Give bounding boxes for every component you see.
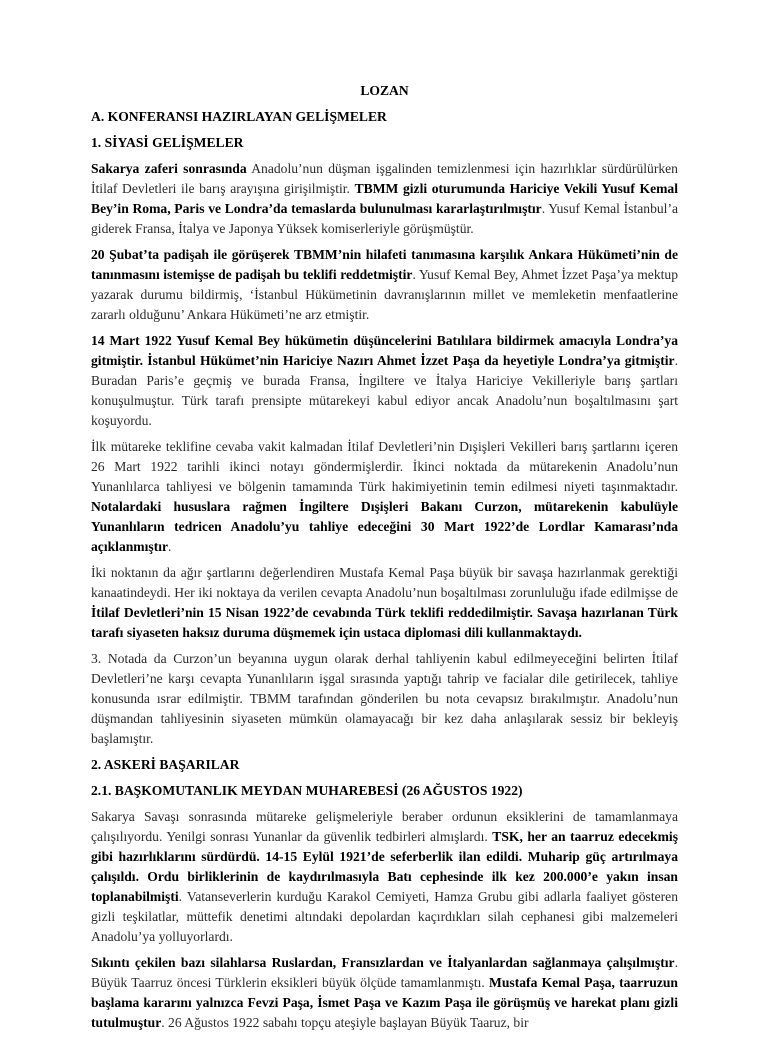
text-run: . 26 Ağustos 1922 sabahı topçu ateşiyle başlayan Büyük Taaruz, bir	[161, 1015, 529, 1030]
text-run: Sakarya Savaşı sonrasında mütareke gelişmeleriyle beraber ordunun eksiklerini de tamamlanmaya çalışılıyordu. Yenilgi sonrası Yunanlar da güvenlik tedbirleri almışlardı.	[91, 809, 678, 844]
section-heading: 2.1. BAŞKOMUTANLIK MEYDAN MUHAREBESİ (26 AĞUSTOS 1922)	[91, 783, 523, 798]
bold-text-run: Notalardaki hususlara rağmen İngiltere Dışişleri Bakanı Curzon, mütarekenin kabulüyle Yunanlıların tedricen Anadolu’yu tahliye edeceğini 30 Mart 1922’de Lordlar Kamarası’nda açıklanmıştır	[91, 499, 678, 554]
section-heading: 1. SİYASİ GELİŞMELER	[91, 135, 244, 150]
text-run: . Buradan Paris’e geçmiş ve burada Fransa, İngiltere ve İtalya Hariciye Vekilleriyle barış şartları konuşulmuştur. Türk tarafı prensipte mütarekeyi kabul ediyor ancak Anadolu’nun boşaltılmasını şart koşuyordu.	[91, 353, 678, 428]
bold-text-run: 20 Şubat’ta padişah ile görüşerek TBMM’nin hilafeti tanımasına karşılık Ankara Hükümeti’nin de tanınmasını istemişse de padişah bu teklifi reddetmiştir	[91, 247, 678, 282]
document-title: LOZAN	[360, 83, 409, 98]
bold-text-run: Sakarya zaferi sonrasında	[91, 161, 247, 176]
paragraph	[91, 159, 678, 239]
text-run: İlk mütareke teklifine cevaba vakit kalmadan İtilaf Devletleri’nin Dışişleri Vekilleri barış şartlarını içeren 26 Mart 1922 tarihli ikinci notayı göndermişlerdir. İkinci noktada da mütarekenin Anadolu’nun Yunanlılarca tahliyesi ve bölgenin tamamında Türk hakimiyetinin temin edilmesi niyeti taşınmaktadır.	[91, 439, 678, 494]
paragraph	[91, 807, 678, 947]
text-run: . Yusuf Kemal İstanbul’a giderek Fransa, İtalya ve Japonya Yüksek komiserleriyle görüşmüştür.	[91, 201, 679, 236]
bold-text-run: Mustafa Kemal Paşa, taarruzun başlama kararını yalnızca Fevzi Paşa, İsmet Paşa ve Kazım Paşa ile görüşmüş ve harekat planı gizli tutulmuştur	[91, 975, 678, 1030]
paragraph	[91, 245, 678, 325]
bold-text-run: TSK, her an taarruz edecekmiş gibi hazırlıklarını sürdürdü. 14-15 Eylül 1921’de seferberlik ilan edildi. Muharip güç artırılmaya çalışıldı. Ordu birliklerinin de kaydırılmasıyla Batı cephesinde ilk kez 200.000’e yakın insan toplanabilmişti	[91, 829, 678, 904]
bold-text-run: İtilaf Devletleri’nin 15 Nisan 1922’de cevabında Türk teklifi reddedilmiştir. Savaşa hazırlanan Türk tarafı siyaseten haksız duruma düşmemek için ustaca diplomasi dili kullanmaktaydı.	[91, 605, 678, 640]
text-run: Anadolu’nun düşman işgalinden temizlenmesi için hazırlıklar sürdürülürken İtilaf Devletleri ile barış arayışına girişilmiştir.	[91, 161, 678, 196]
paragraph	[91, 563, 678, 643]
section-heading: 2. ASKERİ BAŞARILAR	[91, 757, 240, 772]
section-heading: A. KONFERANSI HAZIRLAYAN GELİŞMELER	[91, 109, 387, 124]
document-page	[91, 81, 678, 1039]
paragraph	[91, 953, 678, 1033]
text-run: 3. Notada da Curzon’un beyanına uygun olarak derhal tahliyenin kabul edilmeyeceğini belirten İtilaf Devletleri’ne karşı cevapta Yunanlıların işgal sırasında yaptığı tahrip ve facialar dile getirilecek, tahliye konusunda ısrar edilmiştir. TBMM tarafından gönderilen bu nota cevapsız bırakılmıştır. Anadolu’nun düşmandan tahliyesinin siyaseten mümkün olamayacağı bir kez daha anlaşılarak sessiz bir bekleyiş başlamıştır.	[91, 651, 678, 746]
text-run: . Büyük Taarruz öncesi Türklerin eksikleri büyük ölçüde tamamlanmıştı.	[91, 955, 678, 990]
text-run: . Vatanseverlerin kurduğu Karakol Cemiyeti, Hamza Grubu gibi adlarla faaliyet gösteren gizli teşkilatlar, müttefik denetimi altındaki depolardan kaçırdıkları silah cephanesi gibi malzemeleri Anadolu’ya yolluyorlardı.	[91, 889, 678, 944]
document-body	[91, 107, 678, 1033]
text-run: İki noktanın da ağır şartlarını değerlendiren Mustafa Kemal Paşa büyük bir savaşa hazırlanmak gerektiği kanaatindeydi. Her iki noktaya da verilen cevapta Anadolu’nun boşaltılması zorunluluğu ifade edilmişse de	[91, 565, 678, 600]
bold-text-run: TBMM gizli oturumunda Hariciye Vekili Yusuf Kemal Bey’in Roma, Paris ve Londra’da temaslarda bulunulması kararlaştırılmıştır	[91, 181, 678, 216]
text-run: . Yusuf Kemal Bey, Ahmet İzzet Paşa’ya mektup yazarak durumu bildirmiş, ‘İstanbul Hükümetinin davranışlarının millet ve memleketin menfaatlerine zararlı olduğunu’ Ankara Hükümeti’ne arz etmiştir.	[91, 267, 678, 322]
text-run: .	[168, 539, 172, 554]
bold-text-run: 14 Mart 1922 Yusuf Kemal Bey hükümetin düşüncelerini Batılılara bildirmek amacıyla Londra’ya gitmiştir. İstanbul Hükümet’nin Hariciye Nazırı Ahmet İzzet Paşa da heyetiyle Londra’ya gitmiştir	[91, 333, 678, 368]
paragraph	[91, 649, 678, 749]
paragraph	[91, 331, 678, 431]
paragraph	[91, 437, 678, 557]
bold-text-run: Sıkıntı çekilen bazı silahlarsa Ruslardan, Fransızlardan ve İtalyanlardan sağlanmaya çalışılmıştır	[91, 955, 675, 970]
